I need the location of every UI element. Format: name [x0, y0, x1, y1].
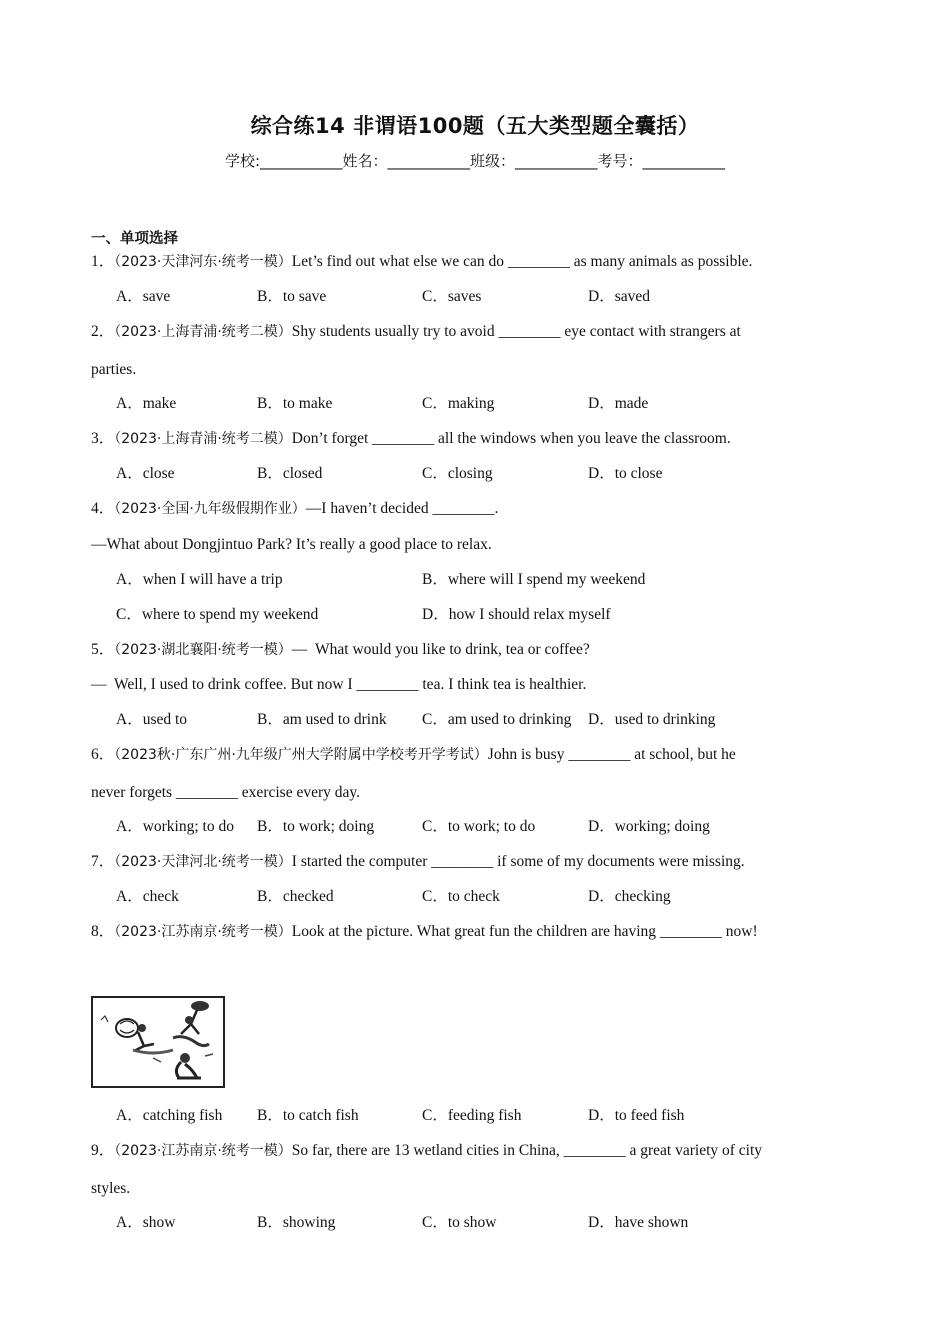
number-field: 考号：___________	[597, 152, 726, 170]
option-2b[interactable]: B．to make	[257, 395, 333, 412]
option-3b[interactable]: B．closed	[257, 465, 323, 482]
question-5-stem: 5．（2023·湖北襄阳·统考一模）— What would you like to drink, tea or coffee?	[91, 641, 590, 658]
option-5d[interactable]: D．used to drinking	[588, 711, 716, 728]
question-1-stem: 1．（2023·天津河东·统考一模）Let’s find out what else we can do ________ as many animals as possible.	[91, 253, 753, 270]
section-heading: 一、单项选择	[91, 231, 178, 247]
school-field: 学校:___________	[224, 152, 343, 170]
question-7-stem: 7．（2023·天津河北·统考一模）I started the computer ________ if some of my documents were missing.	[91, 853, 745, 870]
question-6-stem-cont: never forgets ________ exercise every day.	[91, 784, 360, 801]
option-2d[interactable]: D．made	[588, 395, 649, 412]
question-6-stem: 6．（2023秋·广东广州·九年级广州大学附属中学校考开学考试）John is busy ________ at school, but he	[91, 746, 736, 763]
option-5c[interactable]: C．am used to drinking	[422, 711, 572, 728]
option-9a[interactable]: A．show	[116, 1214, 176, 1231]
option-3d[interactable]: D．to close	[588, 465, 663, 482]
question-3-stem: 3．（2023·上海青浦·统考二模）Don’t forget ________ all the windows when you leave the classroom.	[91, 430, 731, 447]
option-6c[interactable]: C．to work; to do	[422, 818, 536, 835]
question-2-stem-cont: parties.	[91, 361, 137, 378]
option-1a[interactable]: A．save	[116, 288, 171, 305]
option-6b[interactable]: B．to work; doing	[257, 818, 375, 835]
option-9c[interactable]: C．to show	[422, 1214, 497, 1231]
option-1b[interactable]: B．to save	[257, 288, 327, 305]
option-1d[interactable]: D．saved	[588, 288, 650, 305]
option-6d[interactable]: D．working; doing	[588, 818, 710, 835]
option-4d[interactable]: D．how I should relax myself	[422, 606, 611, 623]
question-5-stem-cont: — Well, I used to drink coffee. But now I ________ tea. I think tea is healthier.	[91, 676, 587, 693]
question-4-stem-cont: —What about Dongjintuo Park? It’s really a good place to relax.	[91, 536, 492, 553]
children-fishing-picture	[91, 996, 225, 1088]
question-8-stem: 8．（2023·江苏南京·统考一模）Look at the picture. What great fun the children are having ________ now!	[91, 923, 758, 940]
document-title: 综合练14 非谓语100题（五大类型题全囊括）	[250, 114, 700, 138]
option-3c[interactable]: C．closing	[422, 465, 493, 482]
option-8d[interactable]: D．to feed fish	[588, 1107, 685, 1124]
option-2c[interactable]: C．making	[422, 395, 495, 412]
option-4a[interactable]: A．when I will have a trip	[116, 571, 283, 588]
option-8a[interactable]: A．catching fish	[116, 1107, 223, 1124]
option-5b[interactable]: B．am used to drink	[257, 711, 387, 728]
question-9-stem: 9．（2023·江苏南京·统考一模）So far, there are 13 wetland cities in China, ________ a great variety of city	[91, 1142, 763, 1159]
option-7c[interactable]: C．to check	[422, 888, 500, 905]
option-5a[interactable]: A．used to	[116, 711, 188, 728]
question-4-stem: 4．（2023·全国·九年级假期作业）—I haven’t decided ________.	[91, 500, 499, 517]
student-info-line	[0, 150, 950, 171]
option-3a[interactable]: A．close	[116, 465, 175, 482]
option-7b[interactable]: B．checked	[257, 888, 334, 905]
option-1c[interactable]: C．saves	[422, 288, 482, 305]
option-8c[interactable]: C．feeding fish	[422, 1107, 522, 1124]
option-4c[interactable]: C．where to spend my weekend	[116, 606, 319, 623]
option-2a[interactable]: A．make	[116, 395, 177, 412]
option-8b[interactable]: B．to catch fish	[257, 1107, 359, 1124]
option-4b[interactable]: B．where will I spend my weekend	[422, 571, 646, 588]
name-field: 姓名：___________	[342, 152, 471, 170]
option-9b[interactable]: B．showing	[257, 1214, 336, 1231]
question-2-stem: 2．（2023·上海青浦·统考二模）Shy students usually try to avoid ________ eye contact with strangers at	[91, 323, 741, 340]
option-7a[interactable]: A．check	[116, 888, 179, 905]
option-7d[interactable]: D．checking	[588, 888, 671, 905]
option-6a[interactable]: A．working; to do	[116, 818, 234, 835]
question-9-stem-cont: styles.	[91, 1180, 131, 1197]
option-9d[interactable]: D．have shown	[588, 1214, 689, 1231]
class-field: 班级：___________	[470, 152, 598, 170]
